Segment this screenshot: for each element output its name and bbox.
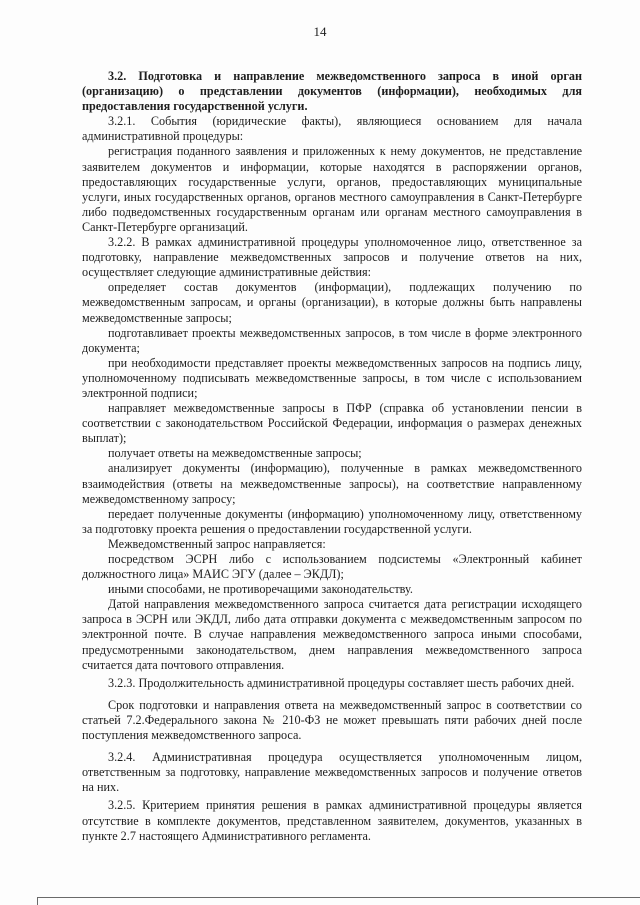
paragraph-method-esrn: посредством ЭСРН либо с использованием подсистемы «Электронный кабинет должностного лица» МАИС ЭГУ (далее – ЭКДЛ); (82, 552, 582, 582)
paragraph-3-2-3: 3.2.3. Продолжительность административной процедуры составляет шесть рабочих дней. (108, 675, 575, 690)
paragraph-action-prepare: подготавливает проекты межведомственных запросов, в том числе в форме электронного документа; (82, 325, 582, 355)
scan-left-border (37, 897, 38, 905)
scan-bottom-border (38, 897, 640, 898)
paragraph-method-other: иными способами, не противоречащими законодательству. (108, 582, 413, 597)
paragraph-sending-date: Датой направления межведомственного запроса считается дата регистрации исходящего запроса в ЭСРН или ЭКДЛ, либо дата отправки документа с межведомственным запросом по электронной почте. В случае направления межведомственного запроса иными способами, предусмотренными законодательством, днем направления межведомственного запроса считается дата почтового отправления. (82, 597, 582, 672)
paragraph-action-send-pfr: направляет межведомственные запросы в ПФР (справка об установлении пенсии в соответствии с законодательством Российской Федерации, информация о размерах денежных выплат); (82, 401, 582, 446)
section-heading: 3.2. Подготовка и направление межведомственного запроса в иной орган (организацию) о представлении документов (информации), необходимых для предоставления государственной услуги. (82, 69, 582, 114)
paragraph-action-transfer: передает полученные документы (информацию) уполномоченному лицу, ответственному за подготовку проекта решения о предоставлении государственной услуги. (82, 506, 582, 536)
paragraph-action-submit-signature: при необходимости представляет проекты межведомственных запросов на подпись лицу, уполномоченному подписывать межведомственные запросы, в том числе с использованием электронной подписи; (82, 355, 582, 400)
document-body (82, 69, 582, 844)
paragraph-3-2-4: 3.2.4. Административная процедура осуществляется уполномоченным лицом, ответственным за подготовку, направление межведомственных запросов и получение ответов на них. (82, 750, 582, 795)
page-number: 14 (313, 24, 327, 39)
paragraph-registration: регистрация поданного заявления и приложенных к нему документов, не представление заявителем документов и информации, которые находятся в распоряжении органов, предоставляющих государственные услуги, органов, предоставляющих муниципальные услуги, иных государственных органов, органов местного самоуправления в Санкт-Петербурге либо подведомственных государственным органам или органам местного самоуправления в Санкт-Петербурге организаций. (82, 144, 582, 234)
paragraph-action-analyze: анализирует документы (информацию), полученные в рамках межведомственного взаимодействия (ответы на межведомственные запросы), на соответствие направленному межведомственному запросу; (82, 461, 582, 506)
paragraph-3-2-2: 3.2.2. В рамках административной процедуры уполномоченное лицо, ответственное за подготовку, направление межведомственных запросов и получение ответов на них, осуществляет следующие административные действия: (82, 235, 582, 280)
paragraph-response-term: Срок подготовки и направления ответа на межведомственный запрос в соответствии со статьей 7.2.Федерального закона № 210-ФЗ не может превышать пяти рабочих дней после поступления межведомственного запроса. (82, 697, 582, 743)
paragraph-3-2-1: 3.2.1. События (юридические факты), являющиеся основанием для начала административной процедуры: (82, 114, 582, 144)
paragraph-action-receive: получает ответы на межведомственные запросы; (108, 446, 362, 461)
paragraph-3-2-5: 3.2.5. Критерием принятия решения в рамках административной процедуры является отсутствие в комплекте документов, представленном заявителем, документов, указанных в пункте 2.7 настоящего Административного регламента. (82, 798, 582, 843)
paragraph-action-determine: определяет состав документов (информации), подлежащих получению по межведомственным запросам, и органы (организации), в которые должны быть направлены межведомственные запросы; (82, 280, 582, 325)
paragraph-request-sent: Межведомственный запрос направляется: (108, 536, 326, 551)
